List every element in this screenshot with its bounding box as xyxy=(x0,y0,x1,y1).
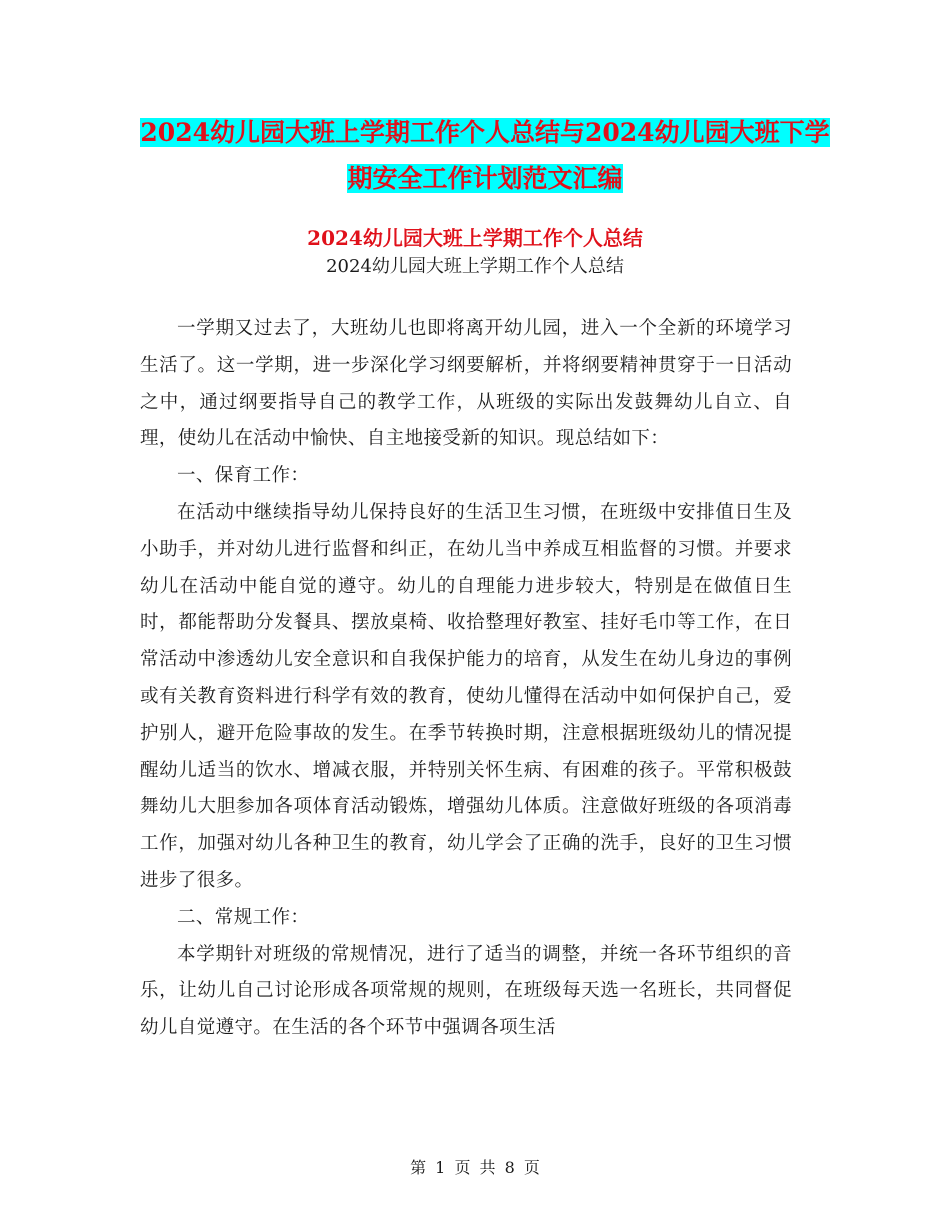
paragraph-intro: 一学期又过去了，大班幼儿也即将离开幼儿园，进入一个全新的环境学习生活了。这一学期，进一步深化学习纲要解析，并将纲要精神贯穿于一日活动之中，通过纲要指导自己的教学工作，从班级的实际出发鼓舞幼儿自立、自理，使幼儿在活动中愉快、自主地接受新的知识。现总结如下： xyxy=(140,318,792,450)
document-title-text: 2024幼儿园大班上学期工作个人总结与2024幼儿园大班下学期安全工作计划范文汇编 xyxy=(140,118,830,193)
document-body xyxy=(140,311,792,1047)
paragraph-childcare: 在活动中继续指导幼儿保持良好的生活卫生习惯，在班级中安排值日生及小助手，并对幼儿进行监督和纠正，在幼儿当中养成互相监督的习惯。并要求幼儿在活动中能自觉的遵守。幼儿的自理能力进步较大，特别是在做值日生时，都能帮助分发餐具、摆放桌椅、收拾整理好教室、挂好毛巾等工作，在日常活动中渗透幼儿安全意识和自我保护能力的培育，从发生在幼儿身边的事例或有关教育资料进行科学有效的教育，使幼儿懂得在活动中如何保护自己，爱护别人，避开危险事故的发生。在季节转换时期，注意根据班级幼儿的情况提醒幼儿适当的饮水、增减衣服，并特别关怀生病、有困难的孩子。平常积极鼓舞幼儿大胆参加各项体育活动锻炼，增强幼儿体质。注意做好班级的各项消毒工作，加强对幼儿各种卫生的教育，幼儿学会了正确的洗手，良好的卫生习惯进步了很多。 xyxy=(140,501,792,891)
section-subtitle: 2024幼儿园大班上学期工作个人总结 xyxy=(326,256,624,277)
page-footer: 第 1 页 共 8 页 xyxy=(410,1158,540,1177)
paragraph-routine: 本学期针对班级的常规情况，进行了适当的调整，并统一各环节组织的音乐，让幼儿自己讨论形成各项常规的规则，在班级每天选一名班长，共同督促幼儿自觉遵守。在生活的各个环节中强调各项生活 xyxy=(140,943,792,1039)
document-title xyxy=(140,110,830,202)
heading-childcare: 一、保育工作： xyxy=(177,465,310,487)
heading-routine: 二、常规工作： xyxy=(177,906,310,928)
section-title: 2024幼儿园大班上学期工作个人总结 xyxy=(307,226,643,250)
